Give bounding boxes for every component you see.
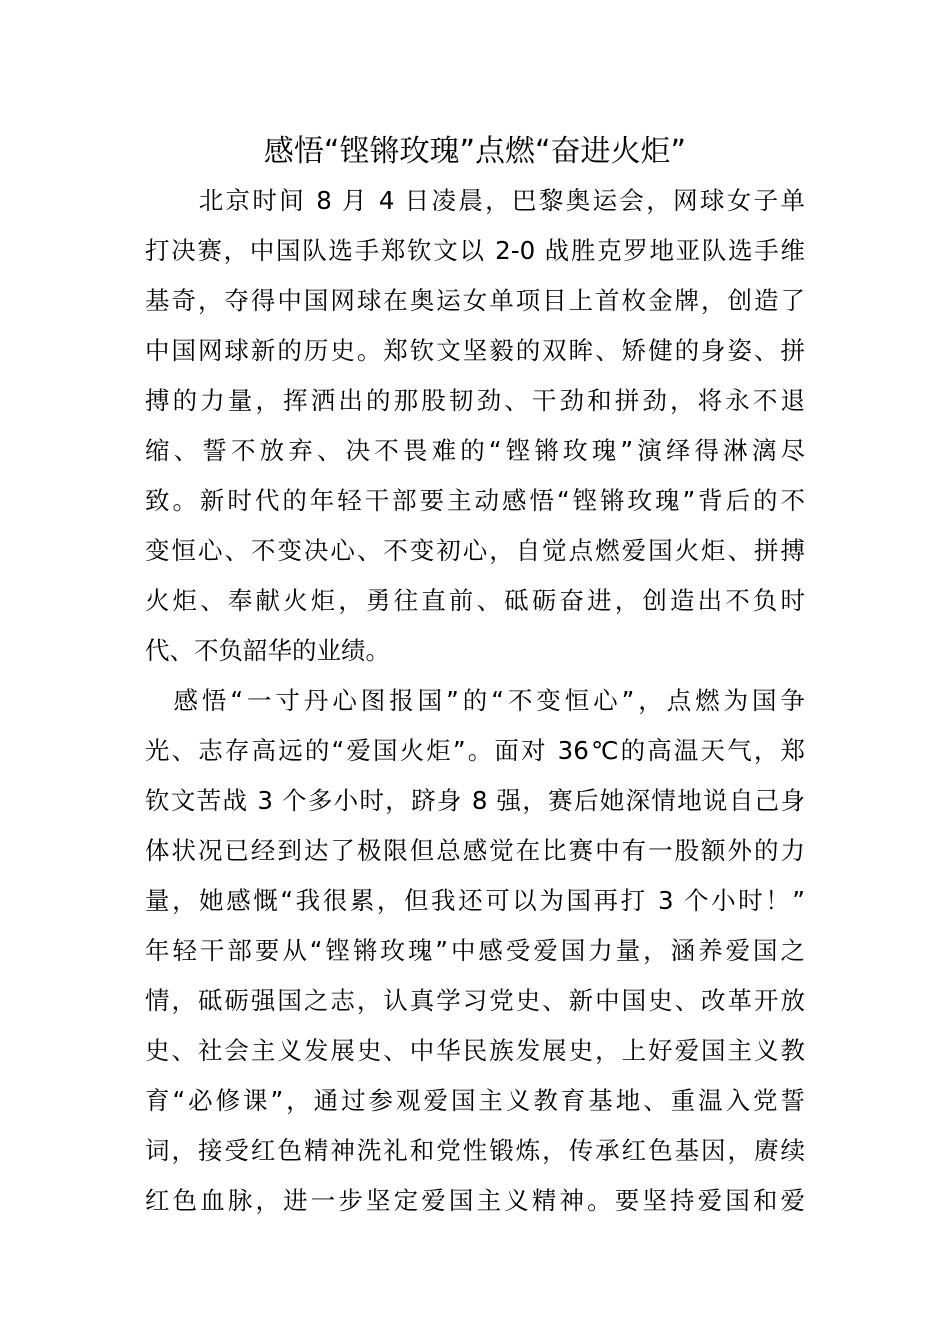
body-line: 打决赛，中国队选手郑钦文以 2-0 战胜克罗地亚队选手维 [145,236,805,265]
body-line: 体状况已经到达了极限但总感觉在比赛中有一股额外的力 [145,836,805,865]
body-line: 光、志存高远的“爱国火炬”。面对 36℃的高温天气，郑 [145,736,805,765]
body-line: 钦文苦战 3 个多小时，跻身 8 强，赛后她深情地说自己身 [145,786,805,815]
document-title: 感悟“铿锵玫瑰”点燃“奋进火炬” [263,134,687,169]
body-line: 育“必修课”，通过参观爱国主义教育基地、重温入党誓 [145,1086,805,1115]
body-line: 火炬、奉献火炬，勇往直前、砥砺奋进，创造出不负时 [145,586,805,615]
body-line: 代、不负韶华的业绩。 [145,636,390,665]
body-line: 红色血脉，进一步坚定爱国主义精神。要坚持爱国和爱 [145,1186,805,1215]
body-line: 感悟“一寸丹心图报国”的“不变恒心”，点燃为国争 [145,686,805,715]
document-body [145,176,805,1226]
body-line: 北京时间 8 月 4 日凌晨，巴黎奥运会，网球女子单 [145,186,805,215]
body-line: 情，砥砺强国之志，认真学习党史、新中国史、改革开放 [145,986,805,1015]
body-line: 年轻干部要从“铿锵玫瑰”中感受爱国力量，涵养爱国之 [145,936,805,965]
body-line: 中国网球新的历史。郑钦文坚毅的双眸、矫健的身姿、拼 [145,336,805,365]
body-line: 致。新时代的年轻干部要主动感悟“铿锵玫瑰”背后的不 [145,486,805,515]
body-line: 基奇，夺得中国网球在奥运女单项目上首枚金牌，创造了 [145,286,805,315]
body-line: 变恒心、不变决心、不变初心，自觉点燃爱国火炬、拼搏 [145,536,805,565]
body-line: 词，接受红色精神洗礼和党性锻炼，传承红色基因，赓续 [145,1136,805,1165]
body-line: 量，她感慨“我很累，但我还可以为国再打 3 个小时！” [145,886,805,915]
body-line: 搏的力量，挥洒出的那股韧劲、干劲和拼劲，将永不退 [145,386,805,415]
body-line: 史、社会主义发展史、中华民族发展史，上好爱国主义教 [145,1036,805,1065]
body-line: 缩、誓不放弃、决不畏难的“铿锵玫瑰”演绎得淋漓尽 [145,436,805,465]
